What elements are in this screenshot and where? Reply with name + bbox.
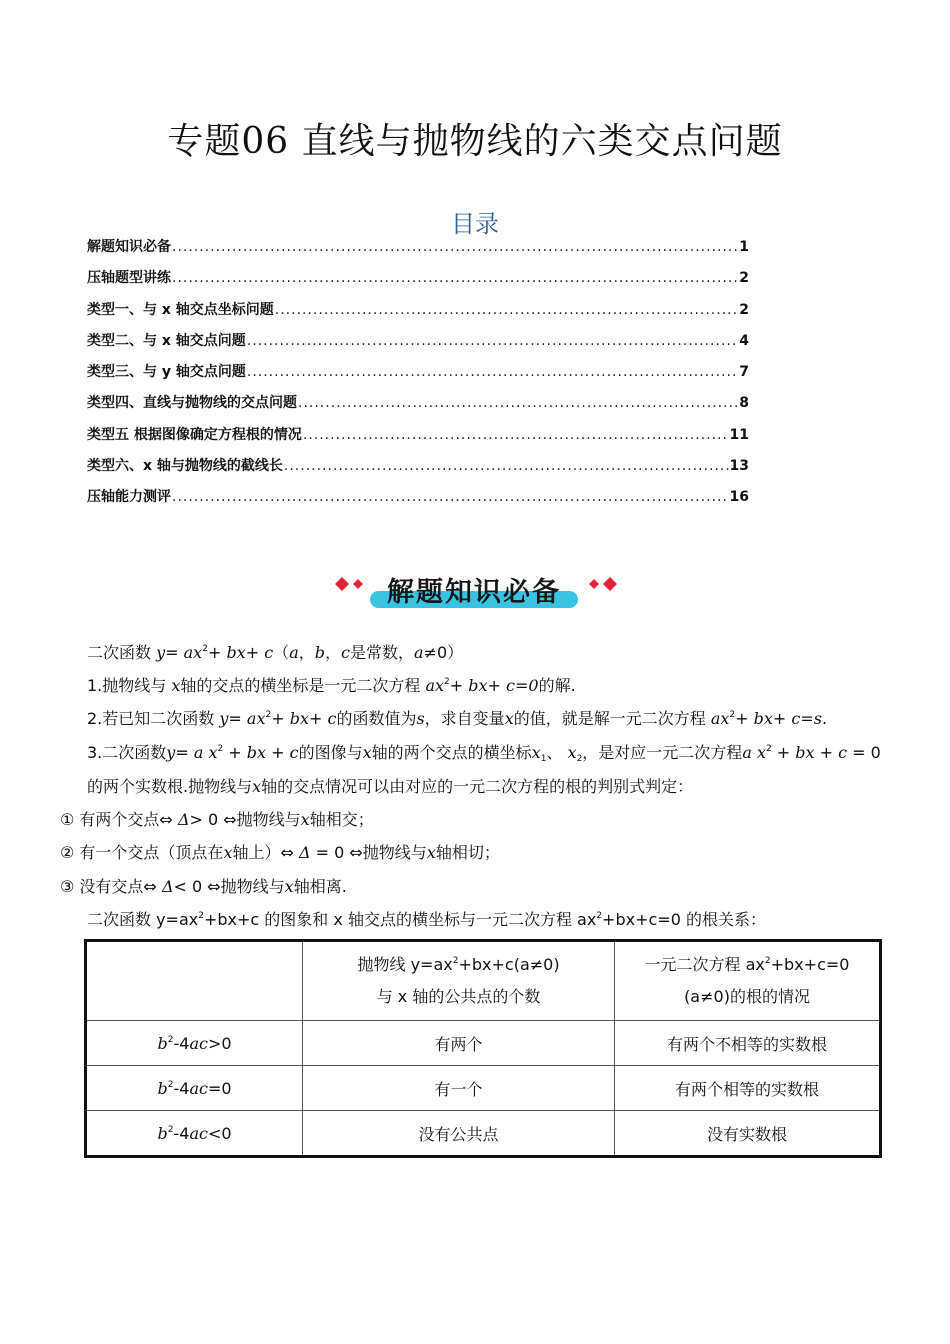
toc-item-label: 类型二、与 x 轴交点问题 [87,332,246,349]
toc-item[interactable] [87,392,749,423]
toc-heading: 目录 [451,210,499,238]
toc-item-label: 压轴题型讲练 [87,270,171,287]
toc-item[interactable] [87,455,749,486]
toc-item-page: 7 [739,364,749,381]
toc-item[interactable] [87,424,749,455]
toc-leader [298,395,738,411]
toc-leader [247,364,738,380]
header-empty-cell [86,941,303,1021]
toc-item[interactable] [87,299,749,330]
toc-item-page: 8 [739,395,749,412]
toc-leader [172,270,738,286]
toc-item[interactable] [87,361,749,392]
toc-leader [303,427,729,443]
roots-cell: 有两个不相等的实数根 [615,1021,881,1066]
toc-item[interactable] [87,267,749,298]
table-row [86,1111,881,1157]
toc-item-label: 类型四、直线与抛物线的交点问题 [87,395,297,412]
diamond-ornament-icon [584,576,618,592]
header-root-situation: 一元二次方程 $ax^2+bx+c=0$ (a≠0)的根的情况 [615,941,881,1021]
count-cell: 有一个 [303,1066,615,1111]
header-intersection-count: 抛物线 $y=ax^2+bx+c(a\ne 0)$ 与 x 轴的公共点的个数 [303,941,615,1021]
toc-leader [284,458,729,474]
toc-leader [172,239,738,255]
paragraph-point-3-cont: 的两个实数根.抛物线与x轴的交点情况可以由对应的一元二次方程的根的判别式判定： [87,777,694,796]
count-cell: 有两个 [303,1021,615,1066]
toc-leader [172,489,729,505]
table-header-row [86,941,881,1021]
paragraph-point-3: 3.二次函数y= a $x^2$ + bx + c的图像与x轴的两个交点的横坐标$x_1$、 $x_2$，是对应一元二次方程a $x^2$ + bx + c = 0 [87,743,881,764]
section-banner [334,566,624,612]
roots-cell: 没有实数根 [615,1111,881,1157]
toc-item-label: 类型三、与 y 轴交点问题 [87,364,246,381]
toc-item-page: 11 [729,426,749,443]
paragraph-point-2: 2.若已知二次函数 $y= ax^2+ bx+ c$的函数值为s，求自变量x的值，就是解一元二次方程 $ax^2+ bx+ c=s$. [87,709,828,728]
toc-leader [247,333,738,349]
paragraph-table-intro: 二次函数 $y=ax^2+bx+c$ 的图象和 x 轴交点的横坐标与一元二次方程 $ax^2+bx+c=0$ 的根关系： [87,910,766,929]
discriminant-cell: $b^2-4ac>0$ [86,1021,303,1066]
toc-item[interactable] [87,330,749,361]
table-row [86,1021,881,1066]
discriminant-cell: $b^2-4ac=0$ [86,1066,303,1111]
case-no-intersection: ③ 没有交点⇔ Δ< 0 ⇔抛物线与x轴相离. [60,877,347,896]
toc-item-label: 类型五 根据图像确定方程根的情况 [87,426,302,443]
toc-item-page: 2 [739,301,749,318]
roots-cell: 有两个相等的实数根 [615,1066,881,1111]
toc-item[interactable] [87,236,749,267]
toc-item-label: 压轴能力测评 [87,489,171,506]
table-row [86,1066,881,1111]
relationship-table [84,939,882,1158]
count-cell: 没有公共点 [303,1111,615,1157]
page-title: 专题06 直线与抛物线的六类交点问题 [167,121,783,162]
toc-leader [275,302,738,318]
toc-item[interactable] [87,486,749,517]
toc-item-label: 解题知识必备 [87,239,171,255]
paragraph-point-1: 1.抛物线与 x轴的交点的横坐标是一元二次方程 $ax^2+ bx+ c=0$的解. [87,676,576,695]
toc-item-label: 类型六、x 轴与抛物线的截线长 [87,458,283,475]
toc-item-label: 类型一、与 x 轴交点坐标问题 [87,301,274,318]
paragraph-definition: 二次函数 $y= ax^2+ bx+ c(a$，b，c是常数，a≠0） [87,643,464,662]
diamond-ornament-icon [334,576,368,592]
toc-item-page: 13 [729,458,749,475]
toc-item-page: 2 [739,270,749,287]
discriminant-cell: $b^2-4ac<0$ [86,1111,303,1157]
case-one-intersection: ② 有一个交点（顶点在x轴上）⇔ Δ = 0 ⇔抛物线与x轴相切； [60,843,500,862]
case-two-intersections: ① 有两个交点⇔ Δ> 0 ⇔抛物线与x轴相交； [60,810,374,829]
toc-item-page: 1 [739,239,749,255]
toc-item-page: 4 [739,332,749,349]
toc-item-page: 16 [729,489,749,506]
section-title: 解题知识必备 [387,577,561,608]
table-of-contents [87,236,749,518]
